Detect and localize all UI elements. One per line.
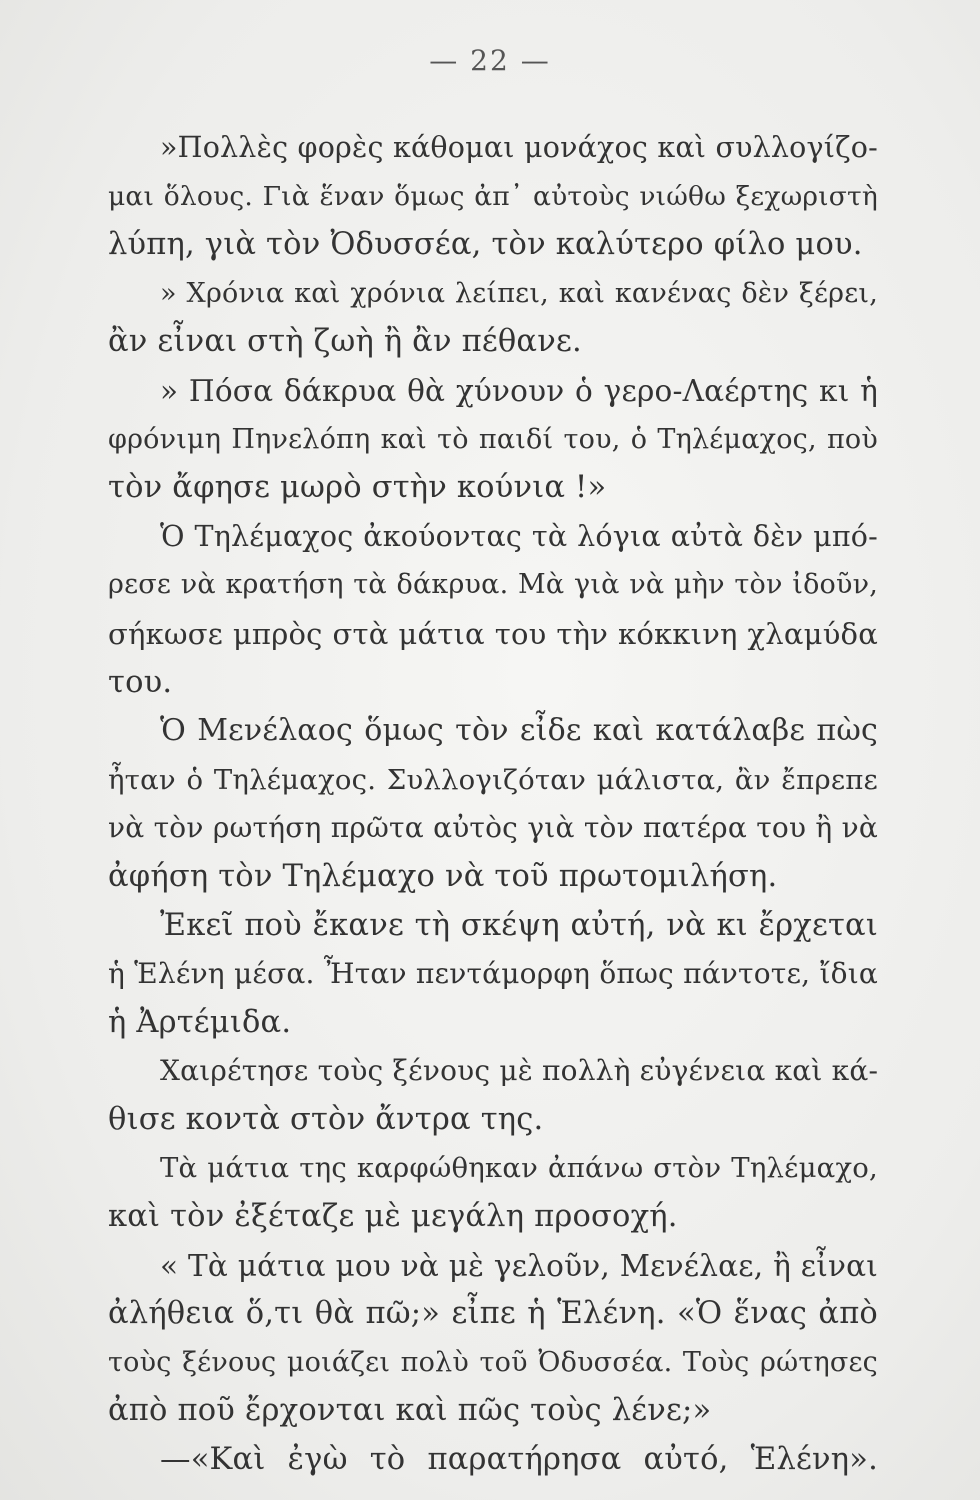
- text-line: « Τὰ μάτια μου νὰ μὲ γελοῦν, Μενέλαε, ἢ εἶναι: [160, 1248, 878, 1283]
- text-line: καὶ τὸν ἐξέταζε μὲ μεγάλη προσοχή.: [108, 1199, 678, 1235]
- text-line: ἂν εἶναι στὴ ζωὴ ἢ ἂν πέθανε.: [108, 324, 582, 360]
- text-line: φρόνιμη Πηνελόπη καὶ τὸ παιδί του, ὁ Τηλέμαχος, ποὺ: [108, 423, 878, 455]
- text-line: Ὁ Μενέλαος ὅμως τὸν εἶδε καὶ κατάλαβε πὼς: [160, 713, 878, 749]
- text-line: θισε κοντὰ στὸν ἄντρα της.: [108, 1101, 544, 1137]
- text-line: Ὁ Τηλέμαχος ἀκούοντας τὰ λόγια αὐτὰ δὲν μπό-: [160, 519, 878, 553]
- text-line: ἀφήση τὸν Τηλέμαχο νὰ τοῦ πρωτομιλήση.: [108, 858, 778, 894]
- text-line: σήκωσε μπρὸς στὰ μάτια του τὴν κόκκινη χλαμύδα: [108, 616, 878, 651]
- text-line: ἦταν ὁ Τηλέμαχος. Συλλογιζόταν μάλιστα, ἂν ἔπρεπε: [108, 763, 878, 796]
- page-number: — 22 —: [429, 44, 551, 77]
- text-line: Ἐκεῖ ποὺ ἔκανε τὴ σκέψη αὐτή, νὰ κι ἔρχεται: [160, 907, 878, 943]
- text-line: —«Καὶ ἐγὼ τὸ παρατήρησα αὐτό, Ἑλένη».: [160, 1442, 878, 1478]
- text-line: ρεσε νὰ κρατήση τὰ δάκρυα. Μὰ γιὰ νὰ μὴν τὸν ἰδοῦν,: [108, 569, 878, 601]
- text-line: » Πόσα δάκρυα θὰ χύνουν ὁ γερο-Λαέρτης κι ἡ: [160, 373, 878, 408]
- text-line: Χαιρέτησε τοὺς ξένους μὲ πολλὴ εὐγένεια καὶ κά-: [160, 1054, 879, 1088]
- text-line: τοὺς ξένους μοιάζει πολὺ τοῦ Ὀδυσσέα. Τοὺς ρώτησες: [108, 1346, 878, 1378]
- text-line: λύπη, γιὰ τὸν Ὀδυσσέα, τὸν καλύτερο φίλο μου.: [108, 227, 863, 263]
- text-line: νὰ τὸν ρωτήση πρῶτα αὐτὸς γιὰ τὸν πατέρα του ἢ νὰ: [108, 811, 878, 845]
- text-line: ἀλήθεια ὅ,τι θὰ πῶ;» εἶπε ἡ Ἑλένη. «Ὁ ἕνας ἀπὸ: [108, 1296, 878, 1332]
- text-line: ἡ Ἀρτέμιδα.: [108, 1004, 292, 1040]
- text-line: ἀπὸ ποῦ ἔρχονται καὶ πῶς τοὺς λένε;»: [108, 1393, 712, 1429]
- text-line: ἡ Ἑλένη μέσα. Ἦταν πεντάμορφη ὅπως πάντοτε, ἴδια: [108, 957, 878, 991]
- text-line: Τὰ μάτια της καρφώθηκαν ἀπάνω στὸν Τηλέμαχο,: [160, 1152, 878, 1185]
- body-text: [108, 124, 878, 1485]
- text-line: »Πολλὲς φορὲς κάθομαι μονάχος καὶ συλλογίζο-: [160, 131, 878, 164]
- text-line: τὸν ἄφησε μωρὸ στὴν κούνια !»: [108, 470, 607, 506]
- text-line: μαι ὅλους. Γιὰ ἕναν ὅμως ἀπ᾽ αὐτοὺς νιώθω ξεχωριστὴ: [108, 180, 878, 212]
- text-line: » Χρόνια καὶ χρόνια λείπει, καὶ κανένας δὲν ξέρει,: [160, 277, 878, 309]
- text-line: του.: [108, 664, 173, 700]
